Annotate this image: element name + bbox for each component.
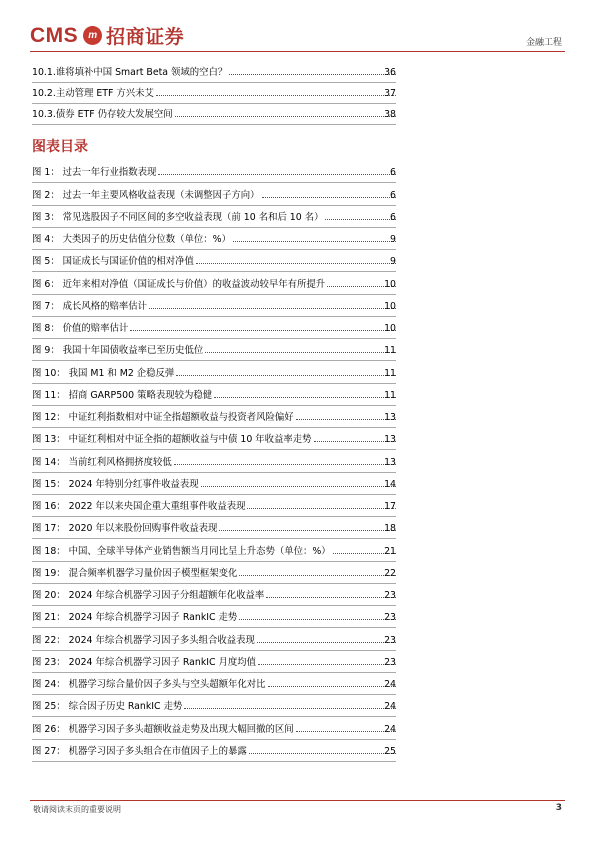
logo-chinese-text: 招商证券	[106, 26, 185, 48]
chart-list-item[interactable]	[32, 740, 595, 762]
chart-list-item[interactable]	[32, 628, 595, 650]
chart-list-item[interactable]	[32, 495, 595, 517]
chart-list-item-label[interactable]: 图 6： 近年来相对净值（国证成长与价值）的收益波动较早年有所提升	[32, 278, 326, 290]
chart-list-item[interactable]	[32, 228, 595, 250]
chart-list-item-entry	[32, 187, 396, 201]
chart-list-item-entry	[32, 342, 396, 356]
chart-list-item[interactable]	[32, 183, 595, 205]
chart-list-item-label[interactable]: 图 10： 我国 M1 和 M2 企稳反弹	[32, 367, 175, 379]
chart-list-item-page[interactable]: 24	[384, 701, 396, 713]
footer-disclaimer: 敬请阅读末页的重要说明	[33, 805, 121, 814]
chart-list-item-label[interactable]: 图 2： 过去一年主要风格收益表现（未调整因子方向）	[32, 189, 260, 201]
chart-list-item[interactable]	[32, 206, 595, 228]
chart-list-item-page[interactable]: 21	[384, 545, 396, 557]
page-number: 3	[555, 803, 562, 813]
chart-list-item-page[interactable]: 10	[384, 323, 396, 334]
chart-list-item[interactable]	[32, 562, 595, 584]
dot-leader	[156, 95, 396, 96]
charts-section-title: 图表目录	[32, 139, 88, 155]
dot-leader	[268, 686, 396, 687]
dot-leader	[184, 708, 396, 709]
charts-list	[32, 161, 595, 762]
dot-leader	[266, 597, 396, 598]
dot-leader	[214, 397, 396, 398]
chart-list-item-label[interactable]: 图 27： 机器学习因子多头组合在市值因子上的暴露	[32, 745, 247, 757]
chart-list-item[interactable]	[32, 651, 595, 673]
chart-list-item-entry	[32, 543, 396, 557]
chart-list-item-page[interactable]: 23	[384, 656, 396, 668]
chart-list-item-label[interactable]: 图 20： 2024 年综合机器学习因子分组超额年化收益率	[32, 590, 265, 601]
dot-leader	[196, 263, 396, 264]
chart-list-item-entry	[32, 565, 396, 579]
chart-list-item-page[interactable]: 10	[384, 300, 396, 312]
toc-item[interactable]	[32, 83, 595, 104]
chart-list-item-label[interactable]: 图 16： 2022 年以来央国企重大重组事件收益表现	[32, 501, 246, 512]
dot-leader	[201, 486, 396, 487]
chart-list-item-entry	[32, 587, 396, 601]
chart-list-item[interactable]	[32, 161, 595, 183]
footer-divider	[30, 800, 565, 801]
chart-list-item-label[interactable]: 图 17： 2020 年以来股份回购事件收益表现	[32, 523, 218, 535]
toc-item-label[interactable]: 10.2.主动管理 ETF 方兴未艾	[32, 88, 154, 99]
chart-list-item-page[interactable]: 14	[384, 478, 396, 490]
dot-leader	[247, 508, 396, 509]
chart-list-item-page[interactable]: 6	[390, 189, 396, 201]
toc-item-page[interactable]: 37	[384, 88, 396, 99]
chart-list-item[interactable]	[32, 428, 595, 450]
chart-list-item-label[interactable]: 图 4： 大类因子的历史估值分位数（单位：%）	[32, 234, 231, 245]
chart-list-item-label[interactable]: 图 12： 中证红利指数相对中证全指超额收益与投资者风险偏好	[32, 412, 294, 423]
chart-list-item-page[interactable]: 23	[384, 634, 396, 646]
logo-latin-text: CMS	[30, 23, 79, 47]
contents-list	[32, 62, 595, 125]
chart-list-item-entry	[32, 721, 396, 735]
chart-list-item-page[interactable]: 6	[390, 167, 396, 179]
chart-list-item-label[interactable]: 图 21： 2024 年综合机器学习因子 RankIC 走势	[32, 612, 238, 624]
chart-list-item-page[interactable]: 9	[390, 256, 396, 268]
toc-item-entry	[32, 85, 396, 99]
chart-list-item-page[interactable]: 13	[384, 412, 396, 423]
dot-leader	[257, 642, 396, 643]
chart-list-item-page[interactable]: 25	[384, 745, 396, 757]
company-logo	[30, 22, 184, 49]
chart-list-item-entry	[32, 476, 396, 490]
logo-mark-icon: m	[83, 26, 102, 45]
chart-list-item-entry	[32, 387, 396, 401]
chart-list-item-label[interactable]: 图 18： 中国、全球半导体产业销售额当月同比呈上升态势（单位：%）	[32, 545, 331, 557]
chart-list-item-entry	[32, 498, 396, 512]
chart-list-item-entry	[32, 654, 396, 668]
row-underline	[32, 124, 396, 125]
chart-list-item[interactable]	[32, 695, 595, 717]
chart-list-item[interactable]	[32, 272, 595, 294]
chart-list-item-label[interactable]: 图 23： 2024 年综合机器学习因子 RankIC 月度均值	[32, 656, 257, 668]
dot-leader	[130, 330, 396, 331]
chart-list-item-label[interactable]: 图 1： 过去一年行业指数表现	[32, 167, 157, 179]
chart-list-item-entry	[32, 676, 396, 690]
toc-item[interactable]	[32, 62, 595, 83]
chart-list-item[interactable]	[32, 606, 595, 628]
chart-list-item-entry	[32, 609, 396, 623]
dot-leader	[175, 116, 396, 117]
toc-item-page[interactable]: 36	[384, 67, 396, 78]
chart-list-item-entry	[32, 698, 396, 712]
dot-leader	[158, 174, 396, 175]
chart-list-item-page[interactable]: 18	[384, 523, 396, 535]
dot-leader	[296, 419, 396, 420]
chart-list-item-page[interactable]: 24	[384, 679, 396, 690]
header-divider	[30, 51, 565, 52]
dot-leader	[176, 375, 396, 376]
chart-list-item-entry	[32, 409, 396, 423]
chart-list-item-page[interactable]: 23	[384, 590, 396, 601]
row-underline	[32, 761, 396, 762]
toc-item[interactable]	[32, 104, 595, 125]
chart-list-item[interactable]	[32, 384, 595, 406]
toc-item-label[interactable]: 10.3.债券 ETF 仍存较大发展空间	[32, 109, 173, 120]
chart-list-item-page[interactable]: 13	[384, 456, 396, 468]
chart-list-item-page[interactable]: 10	[384, 278, 396, 290]
toc-item-entry	[32, 64, 396, 78]
chart-list-item-entry	[32, 632, 396, 646]
chart-list-item[interactable]	[32, 317, 595, 339]
chart-list-item[interactable]	[32, 295, 595, 317]
chart-list-item-label[interactable]: 图 14： 当前红利风格拥挤度较低	[32, 456, 172, 468]
chart-list-item-entry	[32, 365, 396, 379]
dot-leader	[239, 575, 396, 576]
chart-list-item-entry	[32, 253, 396, 267]
chart-list-item-page[interactable]: 13	[384, 434, 396, 446]
chart-list-item-label[interactable]: 图 5： 国证成长与国证价值的相对净值	[32, 256, 194, 268]
chart-list-item-entry	[32, 276, 396, 290]
chart-list-item[interactable]	[32, 473, 595, 495]
chart-list-item-page[interactable]: 11	[384, 389, 396, 401]
chart-list-item-label[interactable]: 图 24： 机器学习综合量价因子多头与空头超额年化对比	[32, 679, 266, 690]
chart-list-item-label[interactable]: 图 19： 混合频率机器学习量价因子模型框架变化	[32, 567, 238, 579]
chart-list-item-label[interactable]: 图 11： 招商 GARP500 策略表现较为稳健	[32, 389, 213, 401]
chart-list-item[interactable]	[32, 584, 595, 606]
chart-list-item-entry	[32, 209, 396, 223]
toc-item-entry	[32, 106, 396, 120]
chart-list-item-label[interactable]: 图 3： 常见选股因子不同区间的多空收益表现（前 10 名和后 10 名）	[32, 211, 324, 223]
chart-list-item-entry	[32, 520, 396, 534]
chart-list-item[interactable]	[32, 673, 595, 695]
dot-leader	[219, 530, 396, 531]
chart-list-item-label[interactable]: 图 26： 机器学习因子多头超额收益走势及出现大幅回撤的区间	[32, 723, 294, 735]
dot-leader	[205, 352, 396, 353]
chart-list-item-page[interactable]: 17	[384, 501, 396, 512]
dot-leader	[249, 753, 396, 754]
chart-list-item-label[interactable]: 图 9： 我国十年国债收益率已至历史低位	[32, 345, 204, 357]
chart-list-item-entry	[32, 743, 396, 757]
chart-list-item-entry	[32, 320, 396, 334]
chart-list-item-page[interactable]: 9	[390, 234, 396, 245]
dot-leader	[239, 619, 396, 620]
report-section-label: 金融工程	[525, 38, 562, 48]
chart-list-item-page[interactable]: 24	[384, 723, 396, 735]
chart-list-item-page[interactable]: 23	[384, 612, 396, 624]
chart-list-item[interactable]	[32, 339, 595, 361]
dot-leader	[233, 241, 396, 242]
chart-list-item-entry	[32, 298, 396, 312]
chart-list-item[interactable]	[32, 450, 595, 472]
dot-leader	[229, 74, 396, 75]
toc-item-page[interactable]: 38	[384, 109, 396, 120]
chart-list-item[interactable]	[32, 517, 595, 539]
chart-list-item[interactable]	[32, 361, 595, 383]
chart-list-item-entry	[32, 164, 396, 178]
dot-leader	[174, 464, 396, 465]
chart-list-item-label[interactable]: 图 22： 2024 年综合机器学习因子多头组合收益表现	[32, 634, 255, 646]
page-header	[0, 0, 595, 52]
toc-item-label[interactable]: 10.1.谁将填补中国 Smart Beta 领域的空白？	[32, 67, 228, 78]
chart-list-item-label[interactable]: 图 13： 中证红利相对中证全指的超额收益与中债 10 年收益率走势	[32, 434, 312, 446]
chart-list-item-label[interactable]: 图 25： 综合因子历史 RankIC 走势	[32, 701, 183, 713]
chart-list-item-entry	[32, 454, 396, 468]
chart-list-item-label[interactable]: 图 15： 2024 年特别分红事件收益表现	[32, 478, 199, 490]
chart-list-item-entry	[32, 431, 396, 445]
dot-leader	[262, 197, 396, 198]
chart-list-item[interactable]	[32, 250, 595, 272]
chart-list-item[interactable]	[32, 539, 595, 561]
chart-list-item[interactable]	[32, 717, 595, 739]
dot-leader	[296, 731, 396, 732]
chart-list-item[interactable]	[32, 406, 595, 428]
chart-list-item-label[interactable]: 图 8： 价值的赔率估计	[32, 323, 129, 334]
chart-list-item-page[interactable]: 22	[384, 567, 396, 579]
chart-list-item-entry	[32, 231, 396, 245]
dot-leader	[258, 664, 396, 665]
dot-leader	[149, 308, 396, 309]
chart-list-item-page[interactable]: 11	[384, 367, 396, 379]
chart-list-item-page[interactable]: 11	[384, 345, 396, 357]
chart-list-item-label[interactable]: 图 7： 成长风格的赔率估计	[32, 300, 148, 312]
chart-list-item-page[interactable]: 6	[390, 211, 396, 223]
